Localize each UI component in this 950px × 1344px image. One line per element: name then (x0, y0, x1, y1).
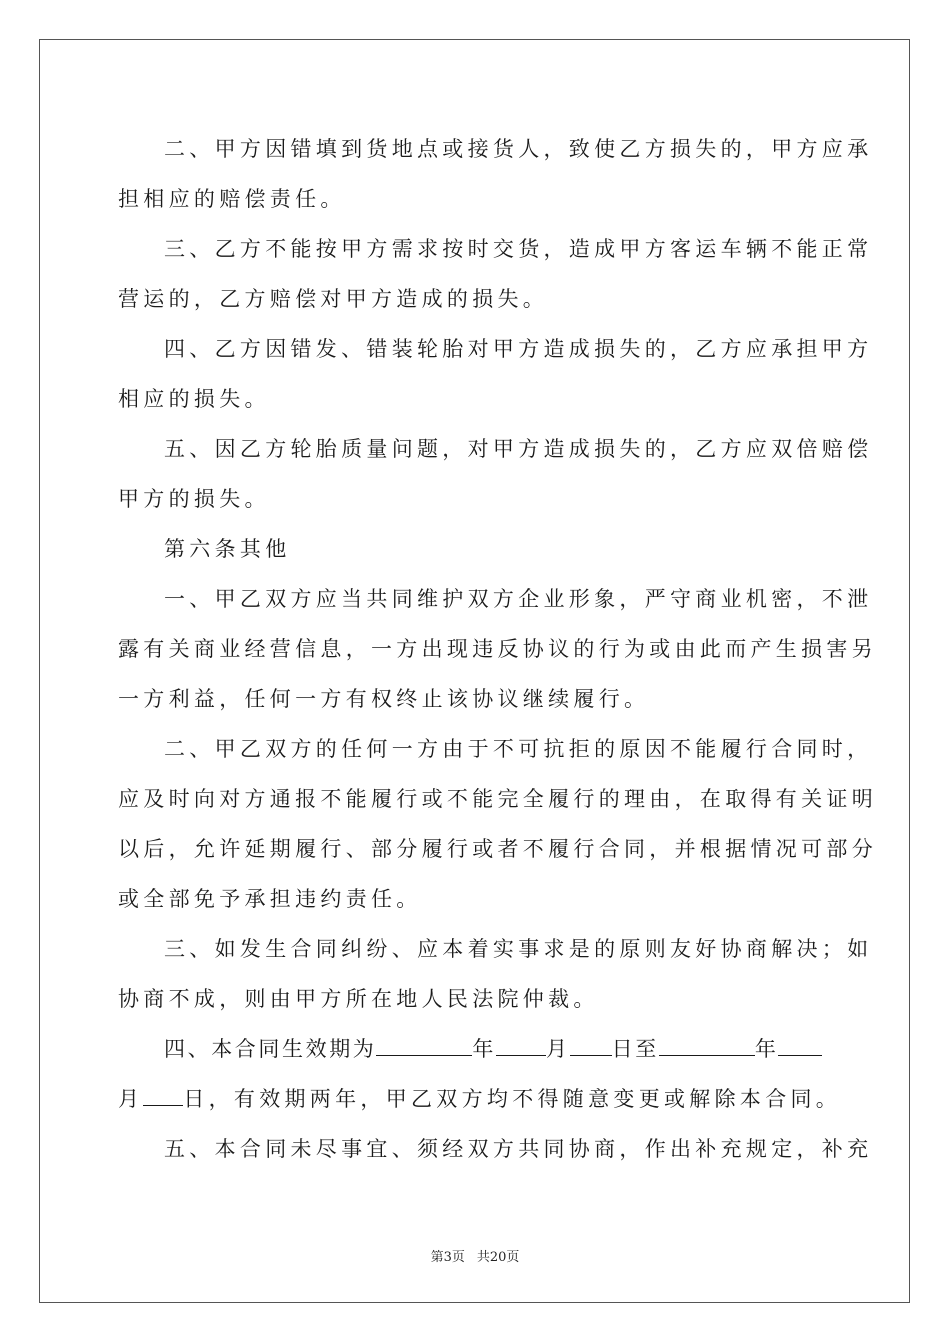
date-blank (376, 1033, 472, 1056)
paragraph-line: 相应的损失。 (118, 387, 270, 411)
paragraph-line: 一方利益，任何一方有权终止该协议继续履行。 (118, 687, 650, 711)
clause-text: 月 (546, 1037, 570, 1061)
page-number: 第3页 (430, 1250, 465, 1265)
paragraph-line-with-blanks (118, 1074, 842, 1124)
paragraph-line: 四、乙方因错发、错装轮胎对甲方造成损失的，乙方应承担甲方 (164, 337, 873, 361)
clause-text: 年 (472, 1037, 497, 1061)
paragraph-line: 三、如发生合同纠纷、应本着实事求是的原则友好协商解决；如 (164, 937, 873, 961)
paragraph-line: 应及时向对方通报不能履行或不能完全履行的理由，在取得有关证明 (118, 787, 877, 811)
date-blank (659, 1033, 755, 1056)
date-blank (778, 1033, 822, 1056)
document-body (118, 124, 877, 1174)
paragraph-line: 五、本合同未尽事宜、须经双方共同协商，作出补充规定，补充 (164, 1137, 873, 1161)
date-blank (570, 1033, 612, 1056)
paragraph-line: 担相应的赔偿责任。 (118, 187, 346, 211)
paragraph-line: 甲方的损失。 (118, 487, 270, 511)
total-pages: 共20页 (476, 1250, 520, 1265)
date-blank (496, 1033, 546, 1056)
paragraph-line: 一、甲乙双方应当共同维护双方企业形象，严守商业机密，不泄 (164, 587, 873, 611)
clause-text: 四、本合同生效期为 (164, 1037, 377, 1061)
section-heading: 第六条其他 (164, 537, 291, 561)
paragraph-line-with-blanks (118, 1024, 838, 1074)
clause-text: 月 (118, 1087, 144, 1111)
paragraph-line: 三、乙方不能按甲方需求按时交货，造成甲方客运车辆不能正常 (164, 237, 873, 261)
paragraph-line: 五、因乙方轮胎质量问题，对甲方造成损失的，乙方应双倍赔偿 (164, 437, 873, 461)
page-footer (0, 1246, 950, 1265)
paragraph-line: 或全部免予承担违约责任。 (118, 887, 422, 911)
clause-text: 年 (754, 1037, 779, 1061)
date-blank (143, 1083, 183, 1106)
clause-text: 日至 (611, 1037, 659, 1061)
paragraph-line: 营运的，乙方赔偿对甲方造成的损失。 (118, 287, 549, 311)
clause-text: 日，有效期两年，甲乙双方均不得随意变更或解除本合同。 (183, 1087, 842, 1111)
paragraph-line: 以后，允许延期履行、部分履行或者不履行合同，并根据情况可部分 (118, 837, 877, 861)
paragraph-line: 协商不成，则由甲方所在地人民法院仲裁。 (118, 987, 599, 1011)
paragraph-line: 二、甲方因错填到货地点或接货人，致使乙方损失的，甲方应承 (164, 137, 873, 161)
paragraph-line: 露有关商业经营信息，一方出现违反协议的行为或由此而产生损害另 (118, 637, 877, 661)
paragraph-line: 二、甲乙双方的任何一方由于不可抗拒的原因不能履行合同时， (164, 737, 873, 761)
